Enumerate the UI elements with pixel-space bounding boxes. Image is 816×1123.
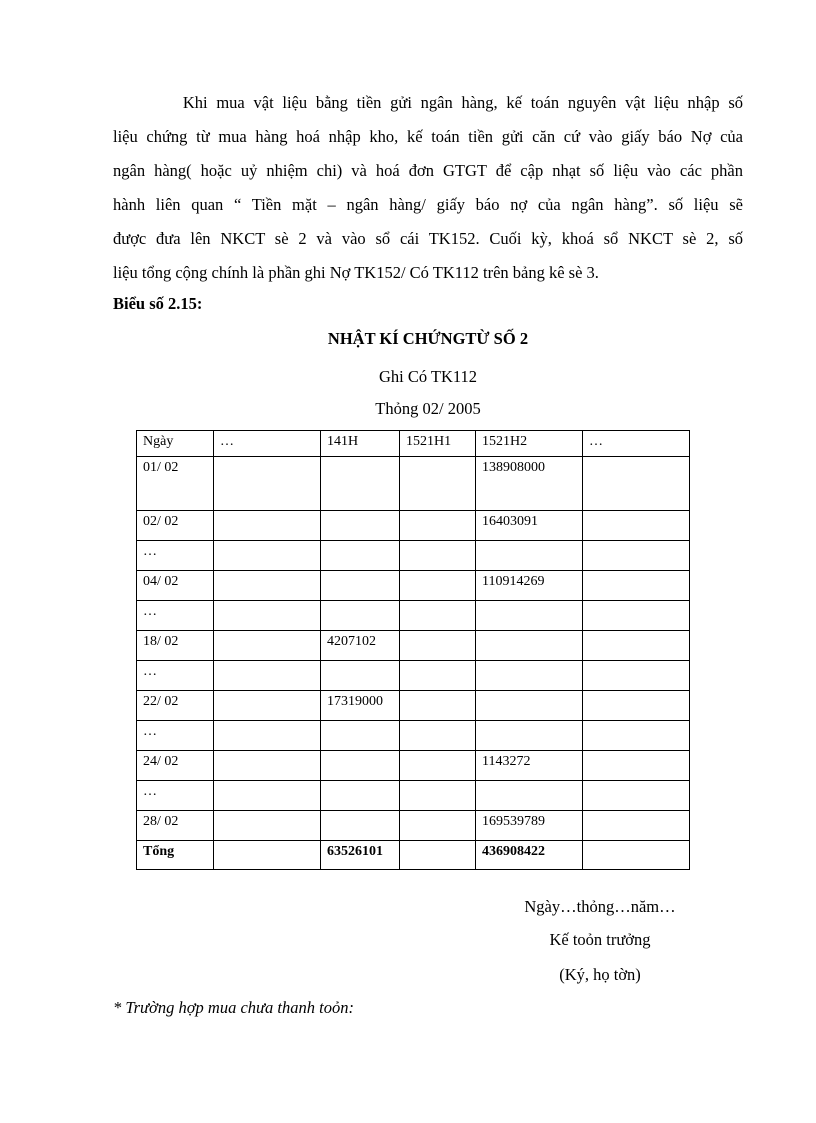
table-cell — [583, 661, 690, 691]
table-cell: 17319000 — [321, 691, 400, 721]
table-row — [137, 457, 690, 511]
table-cell — [583, 571, 690, 601]
table-cell: 24/ 02 — [137, 751, 214, 781]
total-cell: 436908422 — [476, 841, 583, 870]
table-row — [137, 781, 690, 811]
table-cell: 110914269 — [476, 571, 583, 601]
table-cell — [214, 691, 321, 721]
table-cell — [214, 601, 321, 631]
table-cell — [321, 511, 400, 541]
table-cell: 4207102 — [321, 631, 400, 661]
signature-date: Ngày…thỏng…năm… — [524, 897, 676, 916]
note-text: * Trường hợp mua chưa thanh toỏn: — [113, 998, 354, 1017]
table-row — [137, 691, 690, 721]
table-cell — [400, 457, 476, 511]
table-cell — [583, 721, 690, 751]
paragraph-line: Khi mua vật liệu bằng tiền gửi ngân hàng, kế toán nguyên vật liệu nhập số — [113, 93, 743, 112]
table-row — [137, 721, 690, 751]
table-cell: 02/ 02 — [137, 511, 214, 541]
table-cell: 01/ 02 — [137, 457, 214, 511]
header-cell: Ngày — [137, 431, 214, 457]
table-cell — [583, 631, 690, 661]
table-cell — [214, 781, 321, 811]
signature-role: Kế toỏn trưởng — [549, 930, 651, 949]
table-cell — [321, 751, 400, 781]
table-cell: … — [137, 721, 214, 751]
table-cell: 169539789 — [476, 811, 583, 841]
paragraph-line: được đưa lên NKCT sè 2 và vào sổ cái TK152. Cuối kỳ, khoá sổ NKCT sè 2, số — [113, 229, 743, 248]
table-cell: 16403091 — [476, 511, 583, 541]
table-row — [137, 811, 690, 841]
table-cell: 04/ 02 — [137, 571, 214, 601]
table-cell: 18/ 02 — [137, 631, 214, 661]
table-cell: 28/ 02 — [137, 811, 214, 841]
table-cell — [400, 751, 476, 781]
paragraph-line: liệu tổng cộng chính là phần ghi Nợ TK152/ Có TK112 trên bảng kê sè 3. — [113, 263, 599, 282]
table-row — [137, 541, 690, 571]
table-cell — [583, 811, 690, 841]
header-cell: 141H — [321, 431, 400, 457]
table-cell — [400, 691, 476, 721]
total-cell: 63526101 — [321, 841, 400, 870]
table-cell — [583, 751, 690, 781]
table-cell — [583, 457, 690, 511]
table-cell — [476, 661, 583, 691]
table-cell — [476, 541, 583, 571]
table-cell — [321, 781, 400, 811]
table-cell — [214, 457, 321, 511]
header-cell: 1521H2 — [476, 431, 583, 457]
table-cell — [476, 631, 583, 661]
table-cell — [583, 541, 690, 571]
table-cell: 22/ 02 — [137, 691, 214, 721]
table-cell — [476, 601, 583, 631]
table-cell — [400, 571, 476, 601]
table-cell — [214, 811, 321, 841]
table-cell — [214, 661, 321, 691]
table-cell — [321, 811, 400, 841]
table-cell — [214, 751, 321, 781]
table-row — [137, 631, 690, 661]
table-row — [137, 751, 690, 781]
table-cell: … — [137, 661, 214, 691]
table-header-row — [137, 431, 690, 457]
header-cell: 1521H1 — [400, 431, 476, 457]
table-cell — [583, 511, 690, 541]
table-cell — [214, 541, 321, 571]
paragraph-line: hành liên quan “ Tiền mặt – ngân hàng/ giấy báo nợ của ngân hàng”. số liệu sẽ — [113, 195, 743, 214]
table-cell — [583, 781, 690, 811]
table-cell — [321, 601, 400, 631]
table-cell — [476, 781, 583, 811]
table-cell: 1143272 — [476, 751, 583, 781]
table-cell — [321, 661, 400, 691]
document-title: NHẬT KÍ CHỨNGTỪ SỐ 2 — [327, 329, 529, 348]
table-cell — [583, 691, 690, 721]
table-cell — [476, 721, 583, 751]
signature-instruction: (Ký, họ tờn) — [559, 965, 641, 984]
table-row — [137, 661, 690, 691]
total-cell — [583, 841, 690, 870]
table-cell — [321, 457, 400, 511]
document-subtitle-account: Ghi Có TK112 — [378, 367, 478, 386]
table-cell — [583, 601, 690, 631]
journal-table — [136, 430, 690, 870]
table-cell — [321, 571, 400, 601]
total-cell — [400, 841, 476, 870]
total-cell — [214, 841, 321, 870]
table-cell: 138908000 — [476, 457, 583, 511]
table-cell — [400, 631, 476, 661]
table-cell — [321, 541, 400, 571]
figure-label: Biểu số 2.15: — [113, 294, 203, 313]
table-cell: … — [137, 541, 214, 571]
header-cell: … — [214, 431, 321, 457]
table-cell — [214, 511, 321, 541]
paragraph-line: ngân hàng( hoặc uỷ nhiệm chi) và hoá đơn GTGT để cập nhạt số liệu vào các phần — [113, 161, 743, 180]
table-cell — [476, 691, 583, 721]
header-cell: … — [583, 431, 690, 457]
table-cell: … — [137, 781, 214, 811]
table-cell — [214, 571, 321, 601]
table-cell: … — [137, 601, 214, 631]
table-cell — [400, 601, 476, 631]
table-cell — [400, 541, 476, 571]
table-row — [137, 511, 690, 541]
table-cell — [214, 631, 321, 661]
table-row — [137, 601, 690, 631]
table-cell — [321, 721, 400, 751]
document-subtitle-period: Thỏng 02/ 2005 — [375, 399, 481, 418]
table-cell — [400, 781, 476, 811]
body-paragraph — [113, 86, 743, 290]
table-cell — [400, 811, 476, 841]
paragraph-line: liệu chứng từ mua hàng hoá nhập kho, kế toán tiền gửi căn cứ vào giấy báo Nợ của — [113, 127, 743, 146]
table-total-row — [137, 841, 690, 870]
table-row — [137, 571, 690, 601]
table-cell — [214, 721, 321, 751]
table-cell — [400, 661, 476, 691]
table-cell — [400, 721, 476, 751]
table-cell — [400, 511, 476, 541]
total-cell: Tổng — [137, 841, 214, 870]
